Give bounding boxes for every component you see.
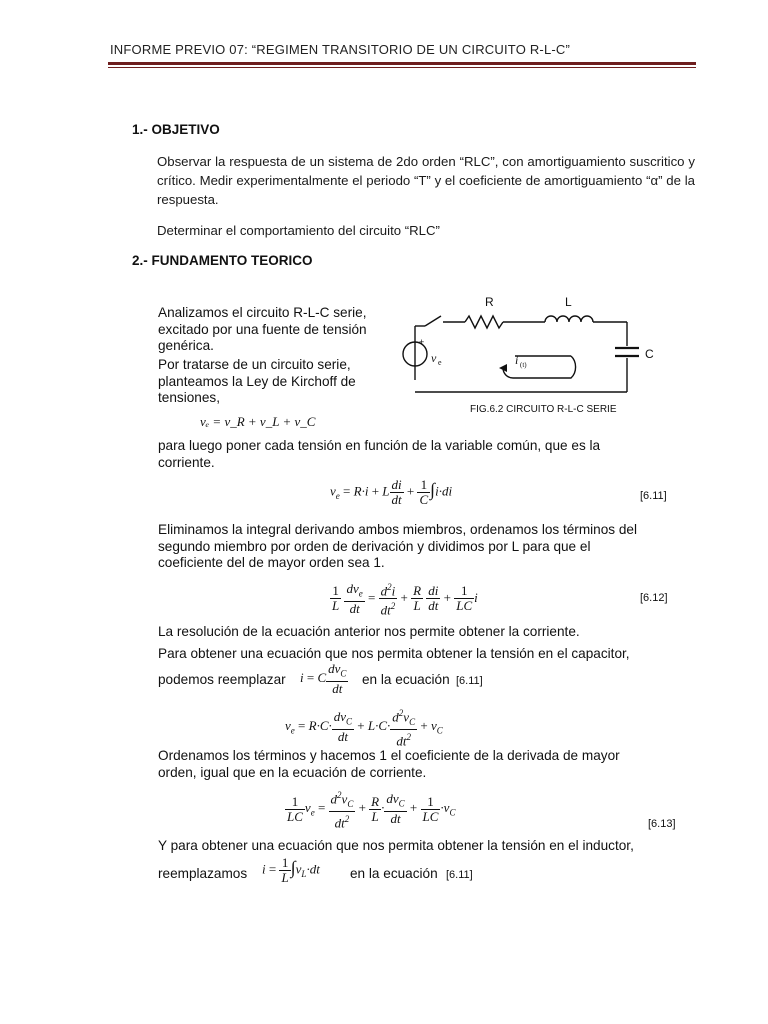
rlc-circuit-diagram: [395, 292, 675, 422]
circuit-label-c: C: [645, 347, 654, 361]
equation-i-inductor: i = $\frac{1}{L}$ $\int v_L\cdot dt$: [262, 855, 320, 885]
text-eliminamos: Eliminamos la integral derivando ambos miembros, ordenamos los términos del segundo miembro por orden de derivación y dividimos por L para que el coeficiente del de mayor orden sea 1.: [158, 522, 638, 570]
text-capacitor-a: Para obtener una ecuación que nos permita obtener la tensión en el capacitor,: [158, 646, 630, 661]
equation-capacitor: $v_e = R\cdot C\cdot$ $\frac{dv_C}{dt}$ + L·C· $\frac{d^2v_C}{dt^2}$ + $v_C$: [285, 708, 443, 749]
equation-number-6-12: [6.12]: [640, 592, 668, 604]
reference-6-11-b: [6.11]: [446, 869, 473, 881]
equation-number-6-11: [6.11]: [640, 490, 667, 502]
circuit-label-source-sub: e: [438, 358, 442, 367]
header-rule-thin: [108, 67, 696, 68]
header-rule-thick: [108, 62, 696, 65]
text-inductor-b: reemplazamos: [158, 866, 248, 881]
intro-text-1: Analizamos el circuito R-L-C serie, excitado por una fuente de tensión genérica.: [158, 305, 367, 353]
circuit-caption: FIG.6.2 CIRCUITO R-L-C SERIE: [470, 404, 617, 415]
circuit-label-l: L: [565, 295, 572, 309]
page-header-title: INFORME PREVIO 07: “REGIMEN TRANSITORIO DE UN CIRCUITO R-L-C”: [110, 42, 571, 57]
section-heading-fundamento: 2.- FUNDAMENTO TEORICO: [132, 253, 313, 268]
section-heading-objetivo: 1.- OBJETIVO: [132, 122, 220, 137]
objetivo-paragraph-1: Observar la respuesta de un sistema de 2do orden “RLC”, con amortiguamiento suscritico y crítico. Medir experimentalmente el periodo “T” y el coeficiente de amortiguamiento “α” de la respuesta.: [157, 154, 695, 207]
equation-6-12: $\frac{1}{L}$ $\frac{dv_e}{dt}$ = $\frac{d^2i}{dt^2}$ + $\frac{R}{L}$ $\frac{di}{dt}$ + $\frac{1}{LC}$ i: [332, 581, 478, 618]
equation-6-13: $\frac{1}{LC}$ $v_e$ = $\frac{d^2v_C}{dt^2}$ + $\frac{R}{L}$ · $\frac{dv_C}{dt}$ + $\frac{1}{LC}$ $\cdot v_C$: [287, 790, 456, 831]
text-inductor-a: Y para obtener una ecuación que nos permita obtener la tensión en el inductor,: [158, 838, 634, 853]
equation-6-11: $v_e = R\cdot i + L$ $\frac{di}{dt}$ + $\frac{1}{C}$ ∫i·di: [330, 477, 453, 507]
circuit-label-r: R: [485, 295, 494, 309]
svg-text:+: +: [419, 337, 425, 347]
text-capacitor-b: podemos reemplazar: [158, 672, 286, 687]
equation-kirchoff: vₑ = v_R + v_L + v_C: [200, 414, 316, 429]
intro-text-2: Por tratarse de un circuito serie, planteamos la Ley de Kirchoff de tensiones,: [158, 357, 356, 405]
text-capacitor-c: en la ecuación: [362, 672, 450, 687]
text-ordenamos: Ordenamos los términos y hacemos 1 el coeficiente de la derivada de mayor orden, igual que en la ecuación de corriente.: [158, 748, 620, 780]
reference-6-11: [6.11]: [456, 675, 483, 687]
text-resolucion: La resolución de la ecuación anterior nos permite obtener la corriente.: [158, 624, 580, 639]
objetivo-paragraph-2: Determinar el comportamiento del circuito “RLC”: [157, 223, 440, 238]
circuit-label-current: i: [515, 353, 519, 367]
equation-number-6-13: [6.13]: [648, 818, 676, 830]
text-inductor-c: en la ecuación: [350, 866, 438, 881]
equation-i-cdvc: i = C $\frac{dv_C}{dt}$: [300, 661, 347, 696]
circuit-label-current-sub: (t): [520, 361, 527, 369]
circuit-label-source: v: [431, 351, 437, 365]
text-after-kirchoff: para luego poner cada tensión en función de la variable común, que es la corriente.: [158, 438, 601, 470]
